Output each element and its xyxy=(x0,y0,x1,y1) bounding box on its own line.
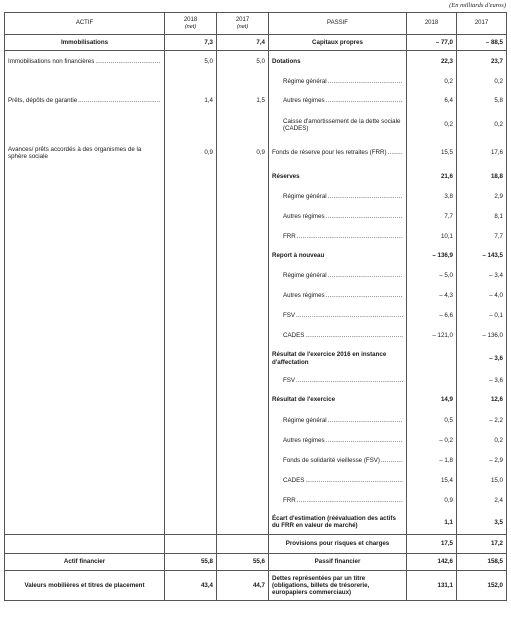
passif-label-cell xyxy=(269,571,407,601)
actif-label-cell xyxy=(5,411,165,431)
actif-label-cell xyxy=(5,372,165,390)
actif-2018-value xyxy=(165,411,217,431)
actif-label: Prêts, dépôts de garantie xyxy=(8,97,78,105)
passif-label: Fonds de solidarité vieillesse (FSV) xyxy=(283,456,380,464)
passif-2017-value: – 143,5 xyxy=(457,247,507,266)
passif-label-wrap xyxy=(283,272,403,279)
actif-2018-value xyxy=(165,207,217,227)
actif-label-cell xyxy=(5,491,165,511)
passif-label: Passif financier xyxy=(314,558,361,566)
actif-label-cell xyxy=(5,72,165,92)
actif-2017-value xyxy=(217,227,269,247)
passif-2018-value: – 77,0 xyxy=(407,35,457,51)
table-row xyxy=(5,266,507,286)
passif-2018-value: – 4,3 xyxy=(407,286,457,306)
actif-2018-value xyxy=(165,390,217,411)
passif-label-cell xyxy=(269,411,407,431)
actif-2018-value: 5,0 xyxy=(165,51,217,72)
passif-label-cell xyxy=(269,207,407,227)
actif-2018-value: 0,9 xyxy=(165,140,217,167)
passif-label-wrap xyxy=(283,437,403,444)
actif-2017-value xyxy=(217,372,269,390)
passif-2017-value: 152,0 xyxy=(457,571,507,601)
actif-2017-value xyxy=(217,266,269,286)
passif-label-cell xyxy=(269,511,407,535)
passif-2017-value: – 2,2 xyxy=(457,411,507,431)
table-row xyxy=(5,390,507,411)
passif-2018-value: – 1,8 xyxy=(407,451,457,471)
header-actif-2017-net: (net) xyxy=(236,23,249,30)
actif-label-wrap xyxy=(8,58,161,65)
passif-leader-dots xyxy=(305,477,403,484)
passif-label-wrap xyxy=(272,252,403,259)
passif-label: Écart d'estimation (réévaluation des actifs du FRR en valeur de marché) xyxy=(272,515,396,530)
balance-sheet-table xyxy=(4,12,507,601)
passif-leader-dots xyxy=(328,193,403,200)
passif-2018-value: 15,5 xyxy=(407,140,457,167)
passif-2017-value: – 88,5 xyxy=(457,35,507,51)
table-header-row xyxy=(5,13,507,35)
passif-label-wrap xyxy=(283,78,403,85)
passif-leader-dots xyxy=(305,332,403,339)
passif-label-cell xyxy=(269,72,407,92)
actif-label-cell xyxy=(5,140,165,167)
passif-label-cell xyxy=(269,167,407,187)
header-actif-2017-year: 2017 xyxy=(235,16,250,23)
passif-label: FRR xyxy=(283,496,296,504)
table-row xyxy=(5,306,507,326)
actif-2017-value xyxy=(217,326,269,346)
actif-2018-value xyxy=(165,451,217,471)
actif-2018-value: 1,4 xyxy=(165,92,217,111)
passif-label: Autres régimes xyxy=(283,212,325,220)
passif-leader-dots xyxy=(326,292,403,299)
actif-2017-value: 44,7 xyxy=(217,571,269,601)
passif-leader-dots xyxy=(381,457,403,464)
table-row xyxy=(5,431,507,451)
header-actif: ACTIF xyxy=(5,13,165,35)
actif-label: Valeurs mobilières et titres de placement xyxy=(24,581,145,589)
passif-2017-value: 15,0 xyxy=(457,471,507,491)
passif-label-cell xyxy=(269,326,407,346)
passif-label-cell xyxy=(269,51,407,72)
passif-2017-value: – 3,6 xyxy=(457,372,507,390)
passif-label-wrap xyxy=(283,213,403,220)
unit-note: (En milliards d'euros) xyxy=(449,2,506,9)
actif-label-cell xyxy=(5,451,165,471)
actif-label-cell xyxy=(5,111,165,140)
passif-2018-value: 0,9 xyxy=(407,491,457,511)
passif-label: Résultat de l'exercice 2016 en instance d'affectation xyxy=(272,351,387,366)
actif-2017-value xyxy=(217,390,269,411)
actif-label-wrap xyxy=(8,582,161,589)
passif-2018-value: – 136,9 xyxy=(407,247,457,266)
table-row xyxy=(5,247,507,266)
actif-2017-value xyxy=(217,111,269,140)
actif-leader-dots xyxy=(95,58,161,65)
actif-label-cell xyxy=(5,346,165,372)
passif-label-cell xyxy=(269,346,407,372)
passif-2018-value: 3,8 xyxy=(407,187,457,207)
passif-2017-value: 17,2 xyxy=(457,535,507,554)
passif-label-wrap xyxy=(283,497,403,504)
table-row xyxy=(5,111,507,140)
passif-2018-value: 0,5 xyxy=(407,411,457,431)
actif-label-cell xyxy=(5,227,165,247)
passif-label-wrap xyxy=(272,351,403,365)
passif-label-wrap xyxy=(283,97,403,104)
actif-2017-value xyxy=(217,451,269,471)
passif-leader-dots xyxy=(326,213,403,220)
passif-2018-value: 21,6 xyxy=(407,167,457,187)
actif-2017-value: 1,5 xyxy=(217,92,269,111)
header-actif-2018 xyxy=(165,13,217,35)
passif-leader-dots xyxy=(326,97,403,104)
passif-label-wrap xyxy=(283,377,403,384)
passif-label: Fonds de réserve pour les retraites (FRR) xyxy=(272,149,387,157)
passif-label-wrap xyxy=(272,558,403,565)
actif-2017-value xyxy=(217,72,269,92)
actif-2017-value xyxy=(217,286,269,306)
passif-label-cell xyxy=(269,431,407,451)
passif-2017-value: 18,8 xyxy=(457,167,507,187)
passif-label-wrap xyxy=(272,173,403,180)
passif-2018-value: – 5,0 xyxy=(407,266,457,286)
passif-label-cell xyxy=(269,111,407,140)
actif-2017-value xyxy=(217,167,269,187)
passif-leader-dots xyxy=(326,437,403,444)
passif-label: Régime général xyxy=(283,77,327,85)
actif-2018-value xyxy=(165,535,217,554)
actif-2017-value xyxy=(217,411,269,431)
actif-2017-value xyxy=(217,511,269,535)
table-row xyxy=(5,140,507,167)
actif-label-wrap xyxy=(8,146,161,160)
actif-2017-value: 5,0 xyxy=(217,51,269,72)
actif-label-cell xyxy=(5,247,165,266)
passif-label-wrap xyxy=(283,233,403,240)
passif-2017-value: 5,8 xyxy=(457,92,507,111)
passif-2017-value: – 2,9 xyxy=(457,451,507,471)
passif-leader-dots xyxy=(296,312,403,319)
passif-2018-value: – 6,6 xyxy=(407,306,457,326)
passif-label-cell xyxy=(269,187,407,207)
passif-label: CADES xyxy=(283,331,305,339)
actif-2017-value: 7,4 xyxy=(217,35,269,51)
actif-label-cell xyxy=(5,35,165,51)
actif-label-cell xyxy=(5,511,165,535)
header-actif-2017 xyxy=(217,13,269,35)
table-row xyxy=(5,471,507,491)
table-row xyxy=(5,411,507,431)
passif-2018-value xyxy=(407,372,457,390)
actif-2018-value: 7,3 xyxy=(165,35,217,51)
passif-label-wrap xyxy=(272,575,403,596)
passif-label: Régime général xyxy=(283,416,327,424)
table-body xyxy=(5,35,507,601)
passif-label: FSV xyxy=(283,311,296,319)
passif-label: Provisions pour risques et charges xyxy=(285,540,390,548)
passif-label-cell xyxy=(269,247,407,266)
passif-label-cell xyxy=(269,554,407,571)
actif-label-wrap xyxy=(8,39,161,46)
actif-2018-value xyxy=(165,511,217,535)
passif-2018-value: 22,3 xyxy=(407,51,457,72)
passif-label: Dettes représentées par un titre (obligations, billets de trésorerie, europapiers commerciaux) xyxy=(272,574,370,597)
table-row xyxy=(5,92,507,111)
passif-leader-dots xyxy=(297,497,403,504)
passif-label-wrap xyxy=(272,396,403,403)
header-actif-2018-year: 2018 xyxy=(183,16,198,23)
actif-2018-value xyxy=(165,372,217,390)
actif-label-cell xyxy=(5,92,165,111)
actif-2017-value xyxy=(217,431,269,451)
actif-2018-value xyxy=(165,72,217,92)
actif-2017-value: 55,6 xyxy=(217,554,269,571)
passif-label: FSV xyxy=(283,376,296,384)
actif-2018-value xyxy=(165,247,217,266)
passif-label-cell xyxy=(269,140,407,167)
actif-label-cell xyxy=(5,187,165,207)
passif-2018-value: 0,2 xyxy=(407,111,457,140)
passif-label-cell xyxy=(269,227,407,247)
passif-label: Capitaux propres xyxy=(312,38,363,46)
passif-2018-value: 0,2 xyxy=(407,72,457,92)
passif-2017-value: 0,2 xyxy=(457,111,507,140)
actif-label: Actif financier xyxy=(63,558,106,566)
passif-2017-value: 2,9 xyxy=(457,187,507,207)
passif-label-cell xyxy=(269,471,407,491)
actif-2018-value xyxy=(165,306,217,326)
passif-2017-value: – 136,0 xyxy=(457,326,507,346)
actif-2018-value xyxy=(165,491,217,511)
passif-2018-value: 1,1 xyxy=(407,511,457,535)
actif-label-cell xyxy=(5,286,165,306)
passif-label-wrap xyxy=(272,540,403,547)
actif-label: Immobilisations non financières xyxy=(8,57,95,65)
header-passif-2017: 2017 xyxy=(457,13,507,35)
header-passif: PASSIF xyxy=(269,13,407,35)
passif-2017-value: 2,4 xyxy=(457,491,507,511)
table-row xyxy=(5,35,507,51)
passif-label-cell xyxy=(269,491,407,511)
passif-label-wrap xyxy=(272,58,403,65)
table-row xyxy=(5,571,507,601)
passif-label-cell xyxy=(269,535,407,554)
actif-2017-value xyxy=(217,346,269,372)
passif-label-cell xyxy=(269,266,407,286)
passif-label-wrap xyxy=(283,477,403,484)
passif-leader-dots xyxy=(328,417,403,424)
passif-label-wrap xyxy=(272,515,403,529)
passif-label-cell xyxy=(269,390,407,411)
actif-label-wrap xyxy=(8,558,161,565)
actif-label-cell xyxy=(5,167,165,187)
actif-label-cell xyxy=(5,51,165,72)
passif-label: Résultat de l'exercice xyxy=(272,396,336,404)
actif-label-cell xyxy=(5,431,165,451)
passif-leader-dots xyxy=(388,149,403,156)
passif-2017-value: 23,7 xyxy=(457,51,507,72)
header-actif-2018-net: (net) xyxy=(184,23,197,30)
header-passif-2018: 2018 xyxy=(407,13,457,35)
passif-label: Dotations xyxy=(272,57,301,65)
passif-label: Report à nouveau xyxy=(272,252,325,260)
actif-2018-value xyxy=(165,326,217,346)
table-row xyxy=(5,511,507,535)
passif-2018-value: – 0,2 xyxy=(407,431,457,451)
actif-2017-value xyxy=(217,491,269,511)
table-row xyxy=(5,554,507,571)
actif-2018-value xyxy=(165,471,217,491)
actif-label-cell xyxy=(5,390,165,411)
passif-label-cell xyxy=(269,306,407,326)
actif-label-cell xyxy=(5,571,165,601)
passif-2017-value: 0,2 xyxy=(457,431,507,451)
passif-2018-value: 14,9 xyxy=(407,390,457,411)
actif-2017-value xyxy=(217,247,269,266)
actif-2018-value xyxy=(165,286,217,306)
table-row xyxy=(5,207,507,227)
actif-2017-value: 0,9 xyxy=(217,140,269,167)
passif-2017-value: 12,6 xyxy=(457,390,507,411)
passif-2018-value: 10,1 xyxy=(407,227,457,247)
passif-label-wrap xyxy=(283,292,403,299)
table-row xyxy=(5,451,507,471)
passif-label-wrap xyxy=(283,457,403,464)
actif-label-wrap xyxy=(8,97,161,104)
table-row xyxy=(5,227,507,247)
passif-label: Régime général xyxy=(283,271,327,279)
passif-2018-value: 6,4 xyxy=(407,92,457,111)
actif-2018-value xyxy=(165,227,217,247)
passif-label-cell xyxy=(269,451,407,471)
passif-label-wrap xyxy=(283,312,403,319)
passif-leader-dots xyxy=(328,78,403,85)
table-row xyxy=(5,286,507,306)
passif-label: FRR xyxy=(283,232,296,240)
actif-label: Avances/ prêts accordés à des organismes de la sphère sociale xyxy=(8,145,142,160)
passif-label: Régime général xyxy=(283,192,327,200)
actif-2017-value xyxy=(217,187,269,207)
table-row xyxy=(5,326,507,346)
passif-2017-value: 7,7 xyxy=(457,227,507,247)
actif-2017-value xyxy=(217,306,269,326)
passif-2018-value: 17,5 xyxy=(407,535,457,554)
table-row xyxy=(5,187,507,207)
table-row xyxy=(5,51,507,72)
passif-2017-value: 3,5 xyxy=(457,511,507,535)
actif-2018-value: 55,8 xyxy=(165,554,217,571)
passif-label: Autres régimes xyxy=(283,291,325,299)
passif-label-wrap xyxy=(272,39,403,46)
passif-2018-value: 131,1 xyxy=(407,571,457,601)
passif-2018-value: 15,4 xyxy=(407,471,457,491)
passif-label: Autres régimes xyxy=(283,436,325,444)
passif-label-wrap xyxy=(283,193,403,200)
actif-label-cell xyxy=(5,471,165,491)
passif-leader-dots xyxy=(297,233,403,240)
passif-label-wrap xyxy=(283,332,403,339)
passif-2017-value: 17,6 xyxy=(457,140,507,167)
passif-label: Caisse d'amortissement de la dette sociale (CADES) xyxy=(283,117,401,132)
passif-label-cell xyxy=(269,286,407,306)
passif-2018-value: 7,7 xyxy=(407,207,457,227)
actif-label-cell xyxy=(5,306,165,326)
passif-label: Autres régimes xyxy=(283,97,325,105)
passif-2017-value: 8,1 xyxy=(457,207,507,227)
actif-label-cell xyxy=(5,207,165,227)
actif-2017-value xyxy=(217,471,269,491)
actif-2018-value xyxy=(165,266,217,286)
passif-label-wrap xyxy=(283,118,403,132)
table-row xyxy=(5,72,507,92)
passif-2017-value: – 0,1 xyxy=(457,306,507,326)
table-row xyxy=(5,535,507,554)
actif-label-cell xyxy=(5,326,165,346)
passif-label-wrap xyxy=(272,149,403,156)
passif-2017-value: – 3,4 xyxy=(457,266,507,286)
passif-leader-dots xyxy=(296,377,403,384)
actif-2018-value: 43,4 xyxy=(165,571,217,601)
passif-label: Réserves xyxy=(272,172,300,180)
passif-2017-value: 158,5 xyxy=(457,554,507,571)
table-row xyxy=(5,491,507,511)
passif-2018-value: 142,6 xyxy=(407,554,457,571)
passif-label-cell xyxy=(269,92,407,111)
table-row xyxy=(5,346,507,372)
actif-2018-value xyxy=(165,167,217,187)
actif-2017-value xyxy=(217,207,269,227)
passif-2017-value: 0,2 xyxy=(457,72,507,92)
passif-label-cell xyxy=(269,372,407,390)
actif-label: Immobilisations xyxy=(60,38,109,46)
actif-2018-value xyxy=(165,187,217,207)
actif-2018-value xyxy=(165,431,217,451)
actif-2017-value xyxy=(217,535,269,554)
passif-2017-value: – 3,6 xyxy=(457,346,507,372)
actif-2018-value xyxy=(165,111,217,140)
passif-label-cell xyxy=(269,35,407,51)
passif-label: CADES xyxy=(283,476,305,484)
actif-label-cell xyxy=(5,535,165,554)
table-row xyxy=(5,167,507,187)
passif-2018-value: – 121,0 xyxy=(407,326,457,346)
actif-2018-value xyxy=(165,346,217,372)
actif-label-cell xyxy=(5,266,165,286)
actif-leader-dots xyxy=(78,97,161,104)
passif-label-wrap xyxy=(283,417,403,424)
passif-leader-dots xyxy=(328,272,403,279)
actif-label-cell xyxy=(5,554,165,571)
passif-2017-value: – 4,0 xyxy=(457,286,507,306)
passif-2018-value xyxy=(407,346,457,372)
table-row xyxy=(5,372,507,390)
